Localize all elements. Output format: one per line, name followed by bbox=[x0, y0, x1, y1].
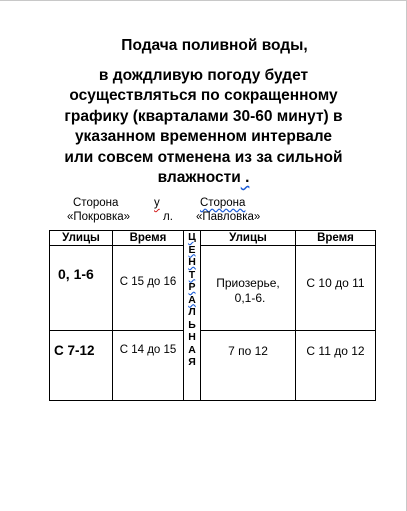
title-line-1: Подача поливной воды, bbox=[121, 37, 308, 54]
streets-right-line-1: Приозерье, bbox=[216, 276, 280, 290]
page-border-top bbox=[0, 0, 407, 1]
central-letter: Н bbox=[188, 256, 196, 268]
watering-schedule-table bbox=[49, 230, 376, 401]
right-side-name: «Павловка» bbox=[196, 211, 261, 223]
central-letter: Е bbox=[188, 243, 196, 256]
central-letter: Л bbox=[188, 306, 196, 318]
header-streets-right: Улицы bbox=[201, 231, 296, 246]
central-street-column bbox=[184, 231, 201, 401]
title-line-2: в дождливую погоду будет bbox=[98, 66, 309, 84]
central-letter: Ь bbox=[188, 318, 196, 331]
left-side-name: «Покровка» bbox=[67, 211, 131, 223]
title-line-7-word: влажности bbox=[157, 169, 241, 186]
streets-right-cell bbox=[201, 331, 296, 401]
streets-right-line-2: 0,1-6. bbox=[234, 291, 266, 305]
title-line-7-suffix: . bbox=[240, 169, 250, 186]
time-right-cell: С 11 до 12 bbox=[296, 331, 376, 401]
streets-left-cell: С 7-12 bbox=[50, 331, 113, 401]
header-time-right: Время bbox=[296, 231, 376, 246]
time-left-cell: С 14 до 15 bbox=[113, 331, 184, 401]
notice-title bbox=[0, 36, 407, 189]
title-line-7 bbox=[0, 168, 407, 189]
title-line-6: или совсем отменена из за сильной bbox=[64, 148, 343, 166]
table-header-row bbox=[50, 231, 376, 246]
right-side-word: Сторона bbox=[200, 197, 246, 209]
header-streets-left: Улицы bbox=[50, 231, 113, 246]
time-right-cell: С 10 до 11 bbox=[296, 246, 376, 331]
title-line-3: осуществляться по сокращенному bbox=[69, 87, 338, 104]
left-side-word: Сторона bbox=[73, 197, 119, 209]
central-letter: Н bbox=[188, 331, 196, 343]
central-letter: Ц bbox=[188, 231, 196, 243]
street-label-top: у bbox=[154, 197, 160, 209]
time-left-cell: С 15 до 16 bbox=[113, 246, 184, 331]
title-line-5: указанном временном интервале bbox=[74, 128, 333, 145]
streets-left-cell: 0, 1-6 bbox=[50, 246, 113, 331]
street-label-bottom: л. bbox=[163, 211, 173, 223]
central-letter: А bbox=[188, 343, 196, 356]
table-row bbox=[50, 246, 376, 331]
table-row bbox=[50, 331, 376, 401]
central-letter: Я bbox=[188, 356, 196, 368]
central-letter: А bbox=[188, 293, 196, 306]
central-letter: Р bbox=[188, 281, 196, 293]
streets-right-line-1: 7 по 12 bbox=[228, 344, 268, 358]
central-letter: Т bbox=[188, 268, 196, 281]
title-line-4: графику (кварталами 30-60 минут) в bbox=[64, 107, 343, 125]
streets-right-cell bbox=[201, 246, 296, 331]
header-time-left: Время bbox=[113, 231, 184, 246]
